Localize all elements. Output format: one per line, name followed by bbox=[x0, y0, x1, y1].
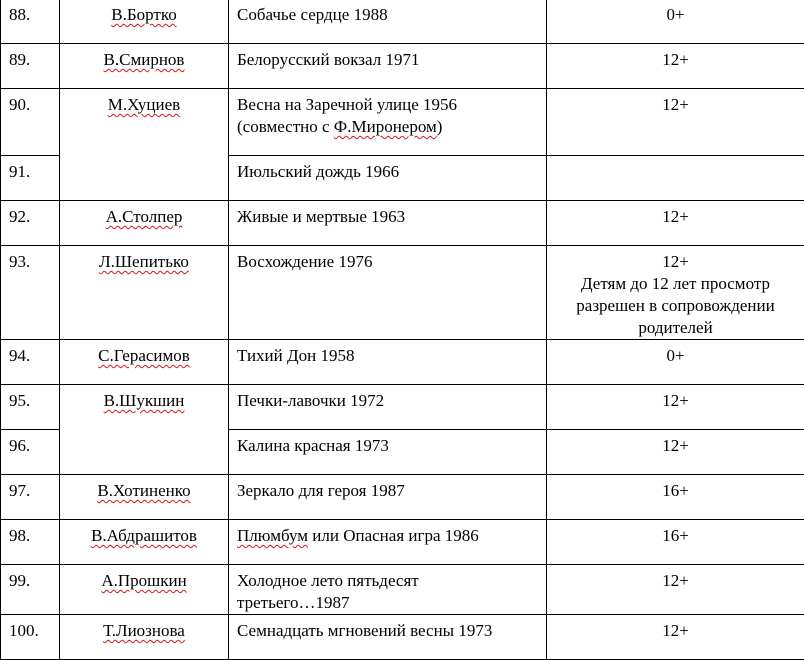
director-cell bbox=[60, 201, 229, 246]
film-title: Восхождение 1976 bbox=[229, 246, 547, 340]
film-title-line: Весна на Заречной улице 1956 bbox=[237, 94, 538, 116]
director-name: Л.Шепитько bbox=[99, 252, 189, 271]
row-number: 100. bbox=[1, 615, 60, 660]
director-name: В.Бортко bbox=[111, 5, 176, 24]
director-name: В.Шукшин bbox=[104, 391, 185, 410]
director-name: Т.Лиознова bbox=[103, 621, 185, 640]
director-name: С.Герасимов bbox=[98, 346, 190, 365]
director-cell bbox=[60, 246, 229, 340]
film-title-line: (совместно с Ф.Миронером) bbox=[237, 116, 538, 138]
film-title bbox=[229, 520, 547, 565]
director-cell bbox=[60, 385, 229, 475]
age-rating: 0+ bbox=[547, 340, 804, 385]
table-row bbox=[1, 520, 804, 565]
row-number: 96. bbox=[1, 430, 60, 475]
film-title-rest: или Опасная игра 1986 bbox=[308, 526, 479, 545]
row-number: 94. bbox=[1, 340, 60, 385]
row-number: 93. bbox=[1, 246, 60, 340]
co-director-name: Ф.Миронером bbox=[334, 117, 437, 136]
film-title: Тихий Дон 1958 bbox=[229, 340, 547, 385]
film-title: Живые и мертвые 1963 bbox=[229, 201, 547, 246]
director-cell bbox=[60, 89, 229, 201]
age-rating: 12+ bbox=[547, 89, 804, 156]
row-number: 99. bbox=[1, 565, 60, 615]
age-rating: 12+ bbox=[547, 565, 804, 615]
director-name: В.Хотиненко bbox=[97, 481, 190, 500]
table-row bbox=[1, 565, 804, 615]
row-number: 90. bbox=[1, 89, 60, 156]
table-row bbox=[1, 340, 804, 385]
film-title: Белорусский вокзал 1971 bbox=[229, 44, 547, 89]
director-name: М.Хуциев bbox=[108, 95, 180, 114]
age-rating: 12+ bbox=[547, 201, 804, 246]
film-title: Июльский дождь 1966 bbox=[229, 156, 547, 201]
row-number: 88. bbox=[1, 0, 60, 44]
age-rating: 12+ bbox=[547, 430, 804, 475]
age-rating: 16+ bbox=[547, 520, 804, 565]
film-title: Собачье сердце 1988 bbox=[229, 0, 547, 44]
film-title-line: Холодное лето пятьдесят bbox=[237, 570, 538, 592]
row-number: 97. bbox=[1, 475, 60, 520]
film-title bbox=[229, 565, 547, 615]
director-cell bbox=[60, 340, 229, 385]
table-row bbox=[1, 44, 804, 89]
row-number: 89. bbox=[1, 44, 60, 89]
director-cell bbox=[60, 520, 229, 565]
director-cell bbox=[60, 0, 229, 44]
table-row bbox=[1, 385, 804, 430]
age-rating bbox=[547, 156, 804, 201]
age-rating-cell bbox=[547, 246, 804, 340]
director-name: В.Смирнов bbox=[104, 50, 185, 69]
director-name: А.Столпер bbox=[106, 207, 183, 226]
director-cell bbox=[60, 44, 229, 89]
film-title: Калина красная 1973 bbox=[229, 430, 547, 475]
director-cell bbox=[60, 615, 229, 660]
age-note: Детям до 12 лет просмотр разрешен в сопровождении родителей bbox=[555, 273, 796, 339]
age-rating: 12+ bbox=[555, 251, 796, 273]
table-row bbox=[1, 475, 804, 520]
table-row bbox=[1, 0, 804, 44]
row-number: 92. bbox=[1, 201, 60, 246]
film-title bbox=[229, 89, 547, 156]
table-row bbox=[1, 615, 804, 660]
director-name: В.Абдрашитов bbox=[91, 526, 197, 545]
age-rating: 16+ bbox=[547, 475, 804, 520]
table-row bbox=[1, 89, 804, 156]
director-cell bbox=[60, 475, 229, 520]
age-rating: 0+ bbox=[547, 0, 804, 44]
age-rating: 12+ bbox=[547, 385, 804, 430]
director-name: А.Прошкин bbox=[101, 571, 186, 590]
film-title-word: Плюмбум bbox=[237, 526, 308, 545]
film-title: Зеркало для героя 1987 bbox=[229, 475, 547, 520]
table-row bbox=[1, 201, 804, 246]
row-number: 95. bbox=[1, 385, 60, 430]
row-number: 98. bbox=[1, 520, 60, 565]
film-title-line: третьего…1987 bbox=[237, 592, 538, 614]
row-number: 91. bbox=[1, 156, 60, 201]
age-rating: 12+ bbox=[547, 615, 804, 660]
age-rating: 12+ bbox=[547, 44, 804, 89]
film-title: Семнадцать мгновений весны 1973 bbox=[229, 615, 547, 660]
director-cell bbox=[60, 565, 229, 615]
film-title: Печки-лавочки 1972 bbox=[229, 385, 547, 430]
table-row bbox=[1, 246, 804, 340]
